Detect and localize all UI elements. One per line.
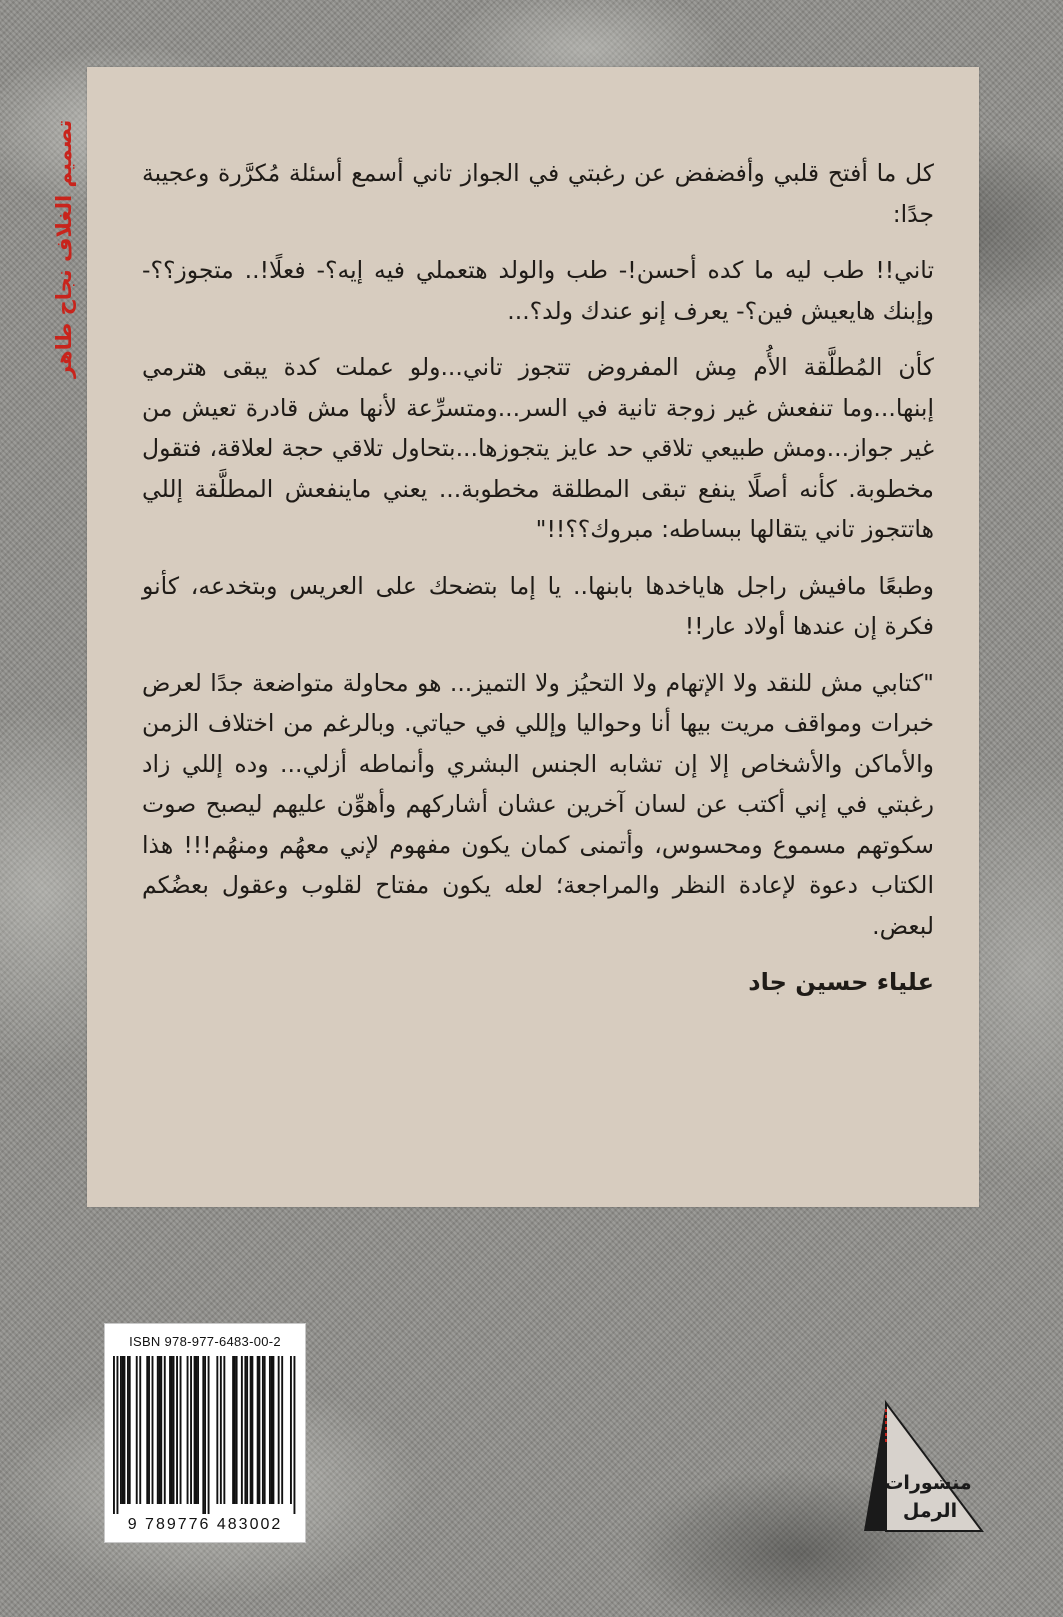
- barcode-bar: [208, 1356, 210, 1514]
- barcode-bars: [113, 1356, 297, 1514]
- author-name: علياء حسين جاد: [748, 968, 934, 996]
- barcode-bar: [290, 1356, 292, 1504]
- barcode-bar: [294, 1356, 296, 1514]
- barcode-bar: [113, 1356, 115, 1514]
- barcode-bar: [120, 1356, 122, 1504]
- barcode-bar: [195, 1356, 197, 1504]
- barcode-bar: [241, 1356, 243, 1504]
- publisher-name-line1: منشورات: [884, 1472, 972, 1494]
- blurb-paragraph-3: كأن المُطلَّقة الأُم مِش المفروض تتجوز تاني...ولو عملت كدة يبقى هترمي إبنها...وما تنفعش غير زوجة تانية في السر...ومتسرِّعة لأنها مش قادرة تعيش من غير جواز...ومش طبيعي تلاقي حد عايز يتجوزها...بتحاول تلاقي حجة لعلاقة، فتقول مخطوبة. كأنه أصلًا ينفع تبقى المطلقة مخطوبة... يعني ماينفعش المطلَّقة إللي هاتتجوز تاني يتقالها ببساطه: مبروك؟؟!!": [142, 353, 934, 543]
- barcode-bar: [146, 1356, 148, 1504]
- barcode-bar: [124, 1356, 126, 1504]
- barcode-bar: [234, 1356, 236, 1504]
- barcode-bar: [139, 1356, 141, 1504]
- barcode-bar: [117, 1356, 119, 1514]
- isbn-label: ISBN 978-977-6483-00-2: [129, 1334, 281, 1349]
- barcode-bar: [264, 1356, 266, 1504]
- barcode-bar: [246, 1356, 248, 1504]
- barcode-bar: [269, 1356, 271, 1504]
- barcode-bar: [258, 1356, 260, 1504]
- barcode-bar: [180, 1356, 182, 1504]
- barcode-bar: [257, 1356, 259, 1504]
- barcode-bar: [250, 1356, 252, 1504]
- barcode-bar: [159, 1356, 161, 1504]
- barcode-bar: [262, 1356, 264, 1504]
- barcode-bar: [223, 1356, 225, 1504]
- blurb-paragraph-5: "كتابي مش للنقد ولا الإتهام ولا التحيُز ولا التميز... هو محاولة متواضعة جدًا لعرض خبرات ومواقف مريت بيها أنا وحواليا وإللي في حياتي. وبالرغم من اختلاف الزمن والأماكن والأشخاص إلا إن تشابه الجنس البشري وأنماطه أزلي... وده إللي زاد رغبتي في إني أكتب عن لسان آخرين عشان أشاركهم وأهوِّن عليهم ليصبح صوت سكوتهم مسموع ومحسوس، وأتمنى كمان يكون مفهوم لإني معهُم ومنهُم!!! هذا الكتاب دعوة لإعادة النظر والمراجعة؛ لعله يكون مفتاح لقلوب وعقول بعضُكم لبعض.: [142, 668, 934, 940]
- barcode-bar: [160, 1356, 162, 1504]
- blurb-panel: [87, 67, 979, 1207]
- barcode-bar: [197, 1356, 199, 1504]
- barcode-bar: [190, 1356, 192, 1504]
- barcode-bar: [187, 1356, 189, 1504]
- barcode-bar: [236, 1356, 238, 1504]
- barcode-bar: [136, 1356, 138, 1504]
- blurb-paragraph-1: كل ما أفتح قلبي وأفضفض عن رغبتي في الجواز تاني أسمع أسئلة مُكرَّرة وعجيبة جدًا:: [142, 159, 934, 228]
- barcode-bar: [171, 1356, 173, 1504]
- barcode-bar: [202, 1356, 204, 1514]
- barcode-bar: [220, 1356, 222, 1504]
- barcode-bar: [244, 1356, 246, 1504]
- barcode-bar: [278, 1356, 280, 1504]
- blurb-paragraph-2: تاني!! طب ليه ما كده أحسن!- طب والولد هتعملي فيه إيه؟- فعلًا!.. متجوز؟؟- وإبنك هايعيش فين؟- يعرف إنو عندك ولد؟...: [142, 256, 934, 325]
- barcode-bar: [157, 1356, 159, 1504]
- barcode-bar: [152, 1356, 154, 1504]
- barcode-bar: [216, 1356, 218, 1504]
- cover-designer-credit: تصميم الغلاف نجاح طاهر: [52, 119, 76, 378]
- barcode-bar: [164, 1356, 166, 1504]
- barcode-digits: 9 789776 483002: [127, 1516, 283, 1533]
- publisher-logo: [858, 1383, 988, 1533]
- isbn-barcode: [104, 1323, 306, 1543]
- blurb-paragraph-4: وطبعًا مافيش راجل هاياخدها بابنها.. يا إما بتضحك على العريس وبتخدعه، كأنو فكرة إن عندها أولاد عار!!: [142, 571, 934, 640]
- logo-left-edge: [864, 1403, 886, 1531]
- blurb-text: [142, 153, 934, 1019]
- barcode-bar: [176, 1356, 178, 1504]
- barcode-bar: [127, 1356, 129, 1504]
- barcode-bar: [148, 1356, 150, 1504]
- barcode-bar: [271, 1356, 273, 1504]
- barcode-bar: [281, 1356, 283, 1504]
- barcode-bar: [204, 1356, 206, 1514]
- barcode-bar: [232, 1356, 234, 1504]
- barcode-bar: [173, 1356, 175, 1504]
- barcode-bar: [194, 1356, 196, 1504]
- barcode-bar: [272, 1356, 274, 1504]
- barcode-bar: [129, 1356, 131, 1504]
- publisher-name-line2: الرمل: [902, 1500, 958, 1522]
- barcode-bar: [169, 1356, 171, 1504]
- barcode-bar: [122, 1356, 124, 1504]
- barcode-bar: [251, 1356, 253, 1504]
